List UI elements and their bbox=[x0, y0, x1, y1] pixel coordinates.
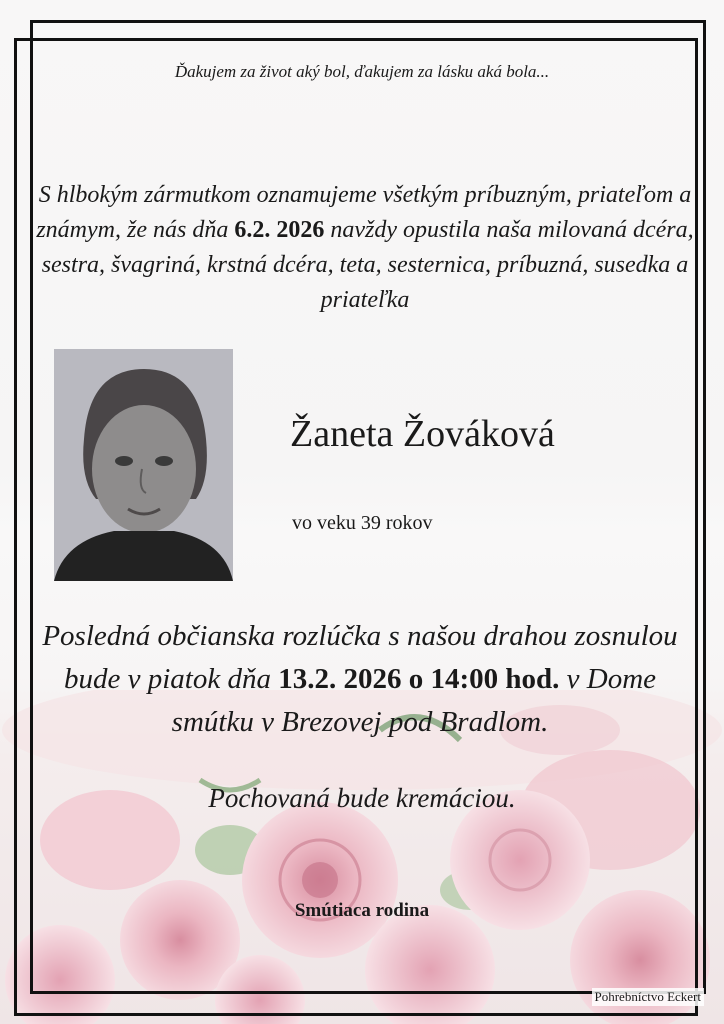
burial-note: Pochovaná bude kremáciou. bbox=[208, 783, 516, 813]
death-announcement bbox=[30, 178, 700, 318]
portrait-photo bbox=[54, 349, 233, 581]
farewell-announcement bbox=[20, 615, 700, 744]
funeral-home-label: Pohrebníctvo Eckert bbox=[592, 988, 705, 1006]
motto: Ďakujem za život aký bol, ďakujem za lásku aká bola... bbox=[174, 62, 550, 81]
farewell-datetime: 13.2. 2026 o 14:00 hod. bbox=[278, 663, 560, 695]
announcement-text-1: S hlbokým zármutkom oznamujeme všetkým príbuzným, priateľom a známym, že nás dňa bbox=[36, 182, 692, 243]
farewell-text-2: v Dome smútku v Brezovej pod Bradlom. bbox=[171, 663, 657, 738]
deceased-name: Žaneta Žováková bbox=[290, 413, 555, 455]
death-date: 6.2. 2026 bbox=[234, 217, 325, 243]
announcement-text-2: navždy opustila naša milovaná dcéra, sestra, švagriná, krstná dcéra, teta, sesternica, príbuzná, susedka a priateľka bbox=[41, 217, 694, 313]
farewell-text-1: Posledná občianska rozlúčka s našou drahou zosnulou bude v piatok dňa bbox=[42, 620, 678, 695]
deceased-age: vo veku 39 rokov bbox=[292, 512, 433, 534]
signature: Smútiaca rodina bbox=[294, 900, 430, 921]
